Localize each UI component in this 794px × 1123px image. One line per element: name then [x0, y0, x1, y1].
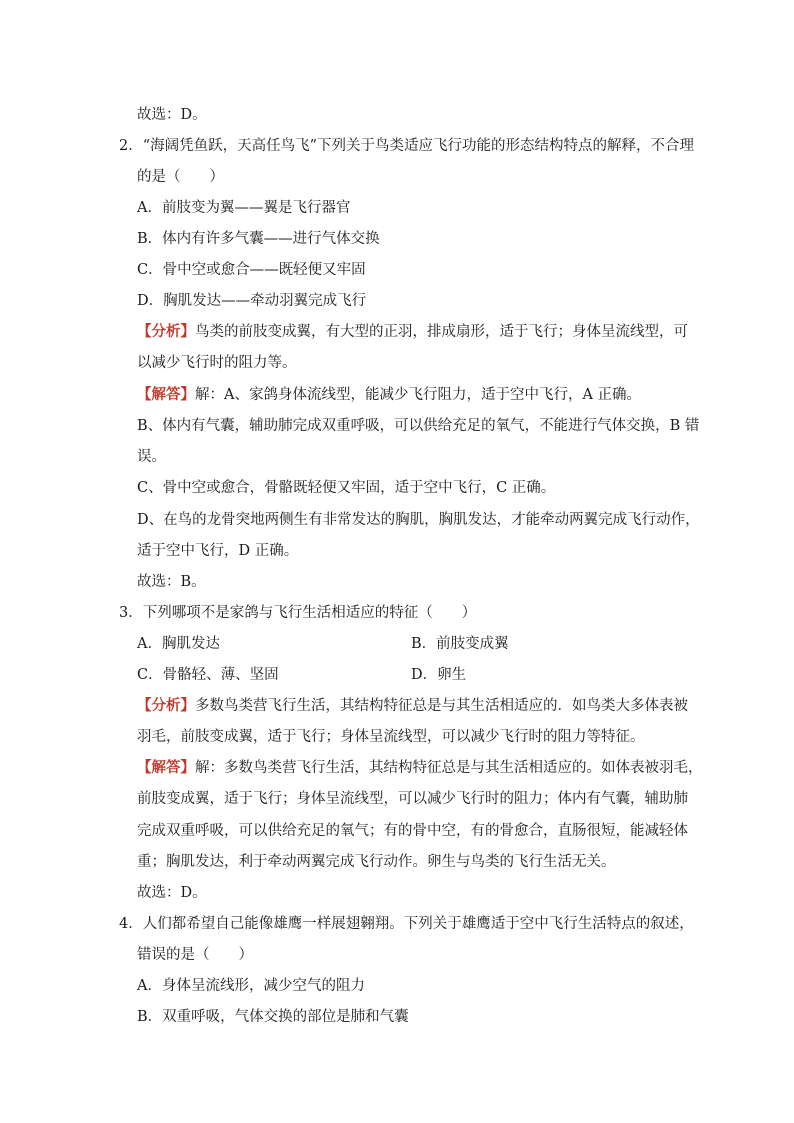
q2-solution-line3: 误。: [137, 449, 166, 465]
solution-tag: 【解答】: [137, 386, 195, 403]
analysis-tag: 【分析】: [137, 323, 195, 340]
q2-solution-line6: 适于空中飞行，D 正确。: [137, 543, 299, 559]
q2-solution-line5: D、在鸟的龙骨突地两侧生有非常发达的胸肌，胸肌发达，才能牵动两翼完成飞行动作，: [137, 512, 700, 528]
q2-solution-line1: [137, 385, 641, 405]
q4-stem-line2: 错误的是（ ）: [137, 947, 253, 963]
q3-option-d: D．卵生: [411, 667, 467, 683]
q2-answer: 故选：B。: [137, 574, 206, 590]
q2-option-c: C．骨中空或愈合——既轻便又牢固: [137, 262, 366, 278]
q3-analysis-line1: [137, 696, 688, 716]
analysis-tag: 【分析】: [137, 697, 195, 714]
q3-analysis-line2: 羽毛，前肢变成翼，适于飞行；身体呈流线型，可以减少飞行时的阻力等特征。: [137, 729, 645, 745]
q3-stem: 3．下列哪项不是家鸽与飞行生活相适应的特征（ ）: [119, 605, 477, 621]
q2-option-b: B．体内有许多气囊——进行气体交换: [137, 231, 380, 247]
q2-solution-line2: B、体内有气囊，辅助肺完成双重呼吸，可以供给充足的氧气，不能进行气体交换，B 错: [137, 418, 700, 434]
q3-solution-text: 解：多数鸟类营飞行生活，其结构特征总是与其生活相适应的。如体表被羽毛，: [195, 760, 703, 776]
q1-answer: 故选：D。: [137, 107, 207, 123]
q2-solution-line4: C、骨中空或愈合，骨骼既轻便又牢固，适于空中飞行，C 正确。: [137, 480, 556, 496]
q2-solution-text: 解：A、家鸽身体流线型，能减少飞行阻力，适于空中飞行，A 正确。: [195, 387, 642, 403]
q4-option-a: A．身体呈流线形，减少空气的阻力: [137, 978, 365, 994]
q3-solution-line1: [137, 758, 703, 778]
q4-stem-line1: 4．人们都希望自己能像雄鹰一样展翅翱翔。下列关于雄鹰适于空中飞行生活特点的叙述，: [119, 916, 694, 932]
q2-analysis-line2: 以减少飞行时的阻力等。: [137, 355, 297, 371]
q3-analysis-text: 多数鸟类营飞行生活，其结构特征总是与其生活相适应的．如鸟类大多体表被: [195, 698, 688, 714]
q3-solution-line2: 前肢变成翼，适于飞行；身体呈流线型，可以减少飞行时的阻力；体内有气囊，辅助肺: [137, 791, 688, 807]
solution-tag: 【解答】: [137, 759, 195, 776]
q3-answer: 故选：D。: [137, 885, 207, 901]
q2-stem-line2: 的是（ ）: [137, 169, 224, 185]
q3-option-c: C．骨骼轻、薄、坚固: [137, 667, 279, 683]
q2-option-d: D．胸肌发达——牵动羽翼完成飞行: [137, 293, 367, 309]
q2-analysis-text: 鸟类的前肢变成翼，有大型的正羽，排成扇形，适于飞行；身体呈流线型，可: [195, 324, 688, 340]
q2-stem-line1: 2．“海阔凭鱼跃，天高任鸟飞”下列关于鸟类适应飞行功能的形态结构特点的解释，不合理: [119, 138, 695, 154]
q2-option-a: A．前肢变为翼——翼是飞行器官: [137, 200, 351, 216]
q3-solution-line4: 重；胸肌发达，利于牵动两翼完成飞行动作。卵生与鸟类的飞行生活无关。: [137, 854, 616, 870]
q2-analysis-line1: [137, 322, 688, 342]
q3-option-b: B．前肢变成翼: [411, 636, 509, 652]
q4-option-b: B．双重呼吸，气体交换的部位是肺和气囊: [137, 1009, 409, 1025]
q3-solution-line3: 完成双重呼吸，可以供给充足的氧气；有的骨中空，有的骨愈合，直肠很短，能减轻体: [137, 823, 688, 839]
q3-option-a: A．胸肌发达: [137, 636, 220, 652]
